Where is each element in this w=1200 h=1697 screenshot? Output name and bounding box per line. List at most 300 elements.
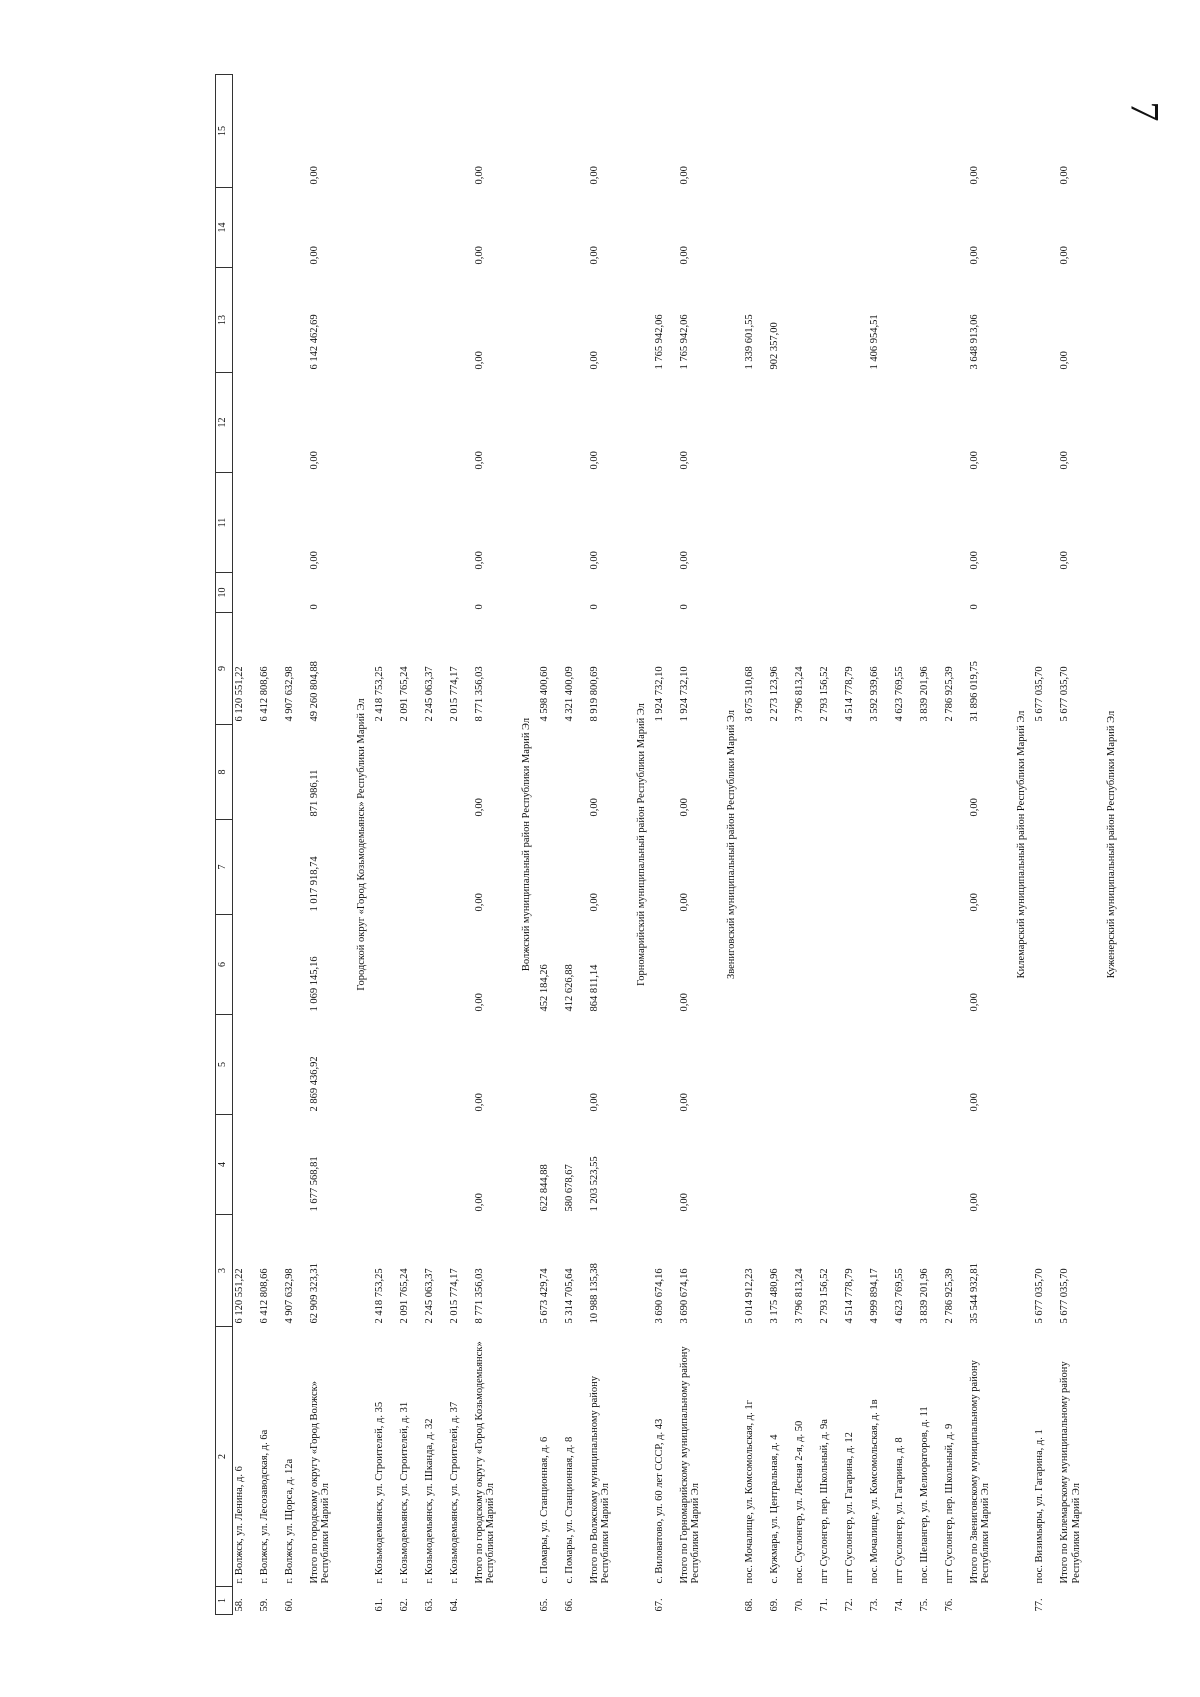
address-cell: пгт Суслонгер, пер. Школьный, д. 9 <box>943 1423 955 1584</box>
amount-cell-col11 <box>233 473 258 573</box>
address-cell: пос. Мочалище, ул. Комсомольская, д. 1в <box>868 1399 880 1584</box>
amount-cell-col14 <box>398 188 423 268</box>
amount-cell-col6 <box>1033 915 1058 1015</box>
row-number-cell: 63. <box>423 1598 435 1612</box>
section-heading-row <box>718 75 743 1615</box>
amount-cell-col14 <box>793 188 818 268</box>
amount-cell-col3: 3 175 480,96 <box>768 1268 780 1324</box>
amount-cell-col4: 0,00 <box>968 1193 980 1212</box>
column-header-6: 6 <box>216 915 233 1015</box>
amount-cell-col9: 8 771 356,03 <box>473 666 485 722</box>
table-row <box>793 75 818 1615</box>
amount-cell-col15 <box>283 75 308 188</box>
amount-cell-col8 <box>768 725 793 820</box>
capital-repair-table <box>215 74 1123 1615</box>
amount-cell-col14 <box>423 188 448 268</box>
table-row <box>538 75 563 1615</box>
amount-cell-col12 <box>283 373 308 473</box>
row-number-cell: 72. <box>843 1598 855 1612</box>
amount-cell-col11 <box>893 473 918 573</box>
column-header-9: 9 <box>216 613 233 725</box>
amount-cell-col4: 0,00 <box>473 1193 485 1212</box>
amount-cell-col7: 0,00 <box>678 893 690 912</box>
amount-cell-col15 <box>563 75 588 188</box>
amount-cell-col14: 0,00 <box>1058 246 1070 265</box>
amount-cell-col15 <box>538 75 563 188</box>
amount-cell-col7 <box>918 820 943 915</box>
amount-cell-col15 <box>258 75 283 188</box>
amount-cell-col5: 0,00 <box>678 1093 690 1112</box>
amount-cell-col5: 0,00 <box>588 1093 600 1112</box>
amount-cell-col5 <box>1033 1015 1058 1115</box>
amount-cell-col13 <box>843 268 868 373</box>
section-heading: Волжский муниципальный район Республики Марий Эл <box>520 717 532 972</box>
amount-cell-col12 <box>563 373 588 473</box>
amount-cell-col4 <box>943 1115 968 1215</box>
row-number-cell: 67. <box>653 1598 665 1612</box>
section-heading-row <box>513 75 538 1615</box>
amount-cell-col14: 0,00 <box>308 246 320 265</box>
address-cell: г. Козьмодемьянск, ул. Шканда, д. 32 <box>423 1418 435 1584</box>
amount-cell-col8 <box>398 725 423 820</box>
amount-cell-col12 <box>448 373 473 473</box>
amount-cell-col3: 2 786 925,39 <box>943 1268 955 1324</box>
amount-cell-col3: 4 907 632,98 <box>283 1268 295 1324</box>
address-cell: с. Помары, ул. Станционная, д. 8 <box>563 1436 575 1584</box>
amount-cell-col13 <box>1033 268 1058 373</box>
amount-cell-col15 <box>768 75 793 188</box>
address-cell: с. Виловатово, ул. 60 лет СССР, д. 43 <box>653 1418 665 1584</box>
amount-cell-col14 <box>448 188 473 268</box>
amount-cell-col14 <box>868 188 893 268</box>
amount-cell-col11 <box>768 473 793 573</box>
address-cell: пос. Визимьяры, ул. Гагарина, д. 1 <box>1033 1429 1045 1584</box>
row-number-cell <box>968 1587 1008 1615</box>
amount-cell-col13 <box>538 268 563 373</box>
amount-cell-col4 <box>283 1115 308 1215</box>
amount-cell-col9: 2 015 774,17 <box>448 666 460 722</box>
amount-cell-col9: 6 412 808,66 <box>258 666 270 722</box>
amount-cell-col7 <box>768 820 793 915</box>
row-number-cell: 75. <box>918 1598 930 1612</box>
amount-cell-col8 <box>918 725 943 820</box>
amount-cell-col12: 0,00 <box>678 451 690 470</box>
amount-cell-col12 <box>423 373 448 473</box>
amount-cell-col13 <box>563 268 588 373</box>
amount-cell-col3: 4 999 894,17 <box>868 1268 880 1324</box>
amount-cell-col11: 0,00 <box>588 551 600 570</box>
amount-cell-col11 <box>918 473 943 573</box>
table-row <box>818 75 843 1615</box>
page-number: 7 <box>1122 101 1168 122</box>
amount-cell-col12 <box>768 373 793 473</box>
amount-cell-col12: 0,00 <box>308 451 320 470</box>
amount-cell-col10 <box>818 573 843 613</box>
amount-cell-col4: 622 844,88 <box>538 1164 550 1212</box>
amount-cell-col5: 2 869 436,92 <box>308 1056 320 1112</box>
address-cell: Итого по Горномарийскому муниципальному району Республики Марий Эл <box>678 1346 702 1584</box>
amount-cell-col14 <box>258 188 283 268</box>
amount-cell-col8 <box>1033 725 1058 820</box>
amount-cell-col9: 1 924 732,10 <box>678 666 690 722</box>
amount-cell-col8 <box>373 725 398 820</box>
row-number-cell: 74. <box>893 1598 905 1612</box>
amount-cell-col10 <box>868 573 893 613</box>
amount-cell-col3: 2 418 753,25 <box>373 1268 385 1324</box>
amount-cell-col10 <box>373 573 398 613</box>
amount-cell-col11 <box>843 473 868 573</box>
amount-cell-col15 <box>448 75 473 188</box>
amount-cell-col10 <box>423 573 448 613</box>
amount-cell-col4 <box>423 1115 448 1215</box>
amount-cell-col7 <box>893 820 918 915</box>
amount-cell-col7 <box>818 820 843 915</box>
section-heading: Килемарский муниципальный район Республики Марий Эл <box>1015 710 1027 979</box>
amount-cell-col6 <box>233 915 258 1015</box>
amount-cell-col6 <box>768 915 793 1015</box>
amount-cell-col6: 1 069 145,16 <box>308 956 320 1012</box>
amount-cell-col10: 0 <box>308 604 320 610</box>
table-row <box>373 75 398 1615</box>
amount-cell-col10: 0 <box>968 604 980 610</box>
amount-cell-col13: 1 406 954,51 <box>868 314 880 370</box>
amount-cell-col9: 2 091 765,24 <box>398 666 410 722</box>
row-number-cell: 71. <box>818 1598 830 1612</box>
amount-cell-col14 <box>563 188 588 268</box>
amount-cell-col8 <box>843 725 868 820</box>
amount-cell-col14: 0,00 <box>588 246 600 265</box>
address-cell: Итого по городскому округу «Город Волжск» Республики Марий Эл <box>308 1381 332 1584</box>
amount-cell-col13 <box>258 268 283 373</box>
column-header-2: 2 <box>216 1327 233 1587</box>
amount-cell-col8 <box>258 725 283 820</box>
amount-cell-col10 <box>283 573 308 613</box>
amount-cell-col4: 0,00 <box>678 1193 690 1212</box>
amount-cell-col6: 452 184,26 <box>538 964 550 1012</box>
row-number-cell: 58. <box>234 1598 245 1612</box>
column-header-4: 4 <box>216 1115 233 1215</box>
amount-cell-col4 <box>768 1115 793 1215</box>
amount-cell-col5 <box>398 1015 423 1115</box>
amount-cell-col4: 580 678,67 <box>563 1164 575 1212</box>
amount-cell-col11 <box>423 473 448 573</box>
amount-cell-col3: 4 623 769,55 <box>893 1268 905 1324</box>
amount-cell-col14 <box>373 188 398 268</box>
amount-cell-col4 <box>893 1115 918 1215</box>
table-row <box>398 75 423 1615</box>
amount-cell-col3: 62 909 323,31 <box>308 1263 320 1324</box>
subtotal-row <box>473 75 513 1615</box>
amount-cell-col4 <box>258 1115 283 1215</box>
amount-cell-col4 <box>653 1115 678 1215</box>
amount-cell-col6: 0,00 <box>678 993 690 1012</box>
amount-cell-col8 <box>538 725 563 820</box>
amount-cell-col12 <box>893 373 918 473</box>
amount-cell-col8 <box>818 725 843 820</box>
amount-cell-col5 <box>423 1015 448 1115</box>
column-header-15: 15 <box>216 75 233 188</box>
amount-cell-col4 <box>233 1115 258 1215</box>
amount-cell-col5 <box>653 1015 678 1115</box>
amount-cell-col10 <box>768 573 793 613</box>
amount-cell-col15 <box>918 75 943 188</box>
amount-cell-col6 <box>398 915 423 1015</box>
amount-cell-col9: 49 260 804,88 <box>308 661 320 722</box>
amount-cell-col5 <box>448 1015 473 1115</box>
address-cell: г. Козьмодемьянск, ул. Строителей, д. 31 <box>398 1401 410 1584</box>
rotated-table-container <box>215 75 1118 1615</box>
amount-cell-col8 <box>233 725 258 820</box>
amount-cell-col10: 0 <box>588 604 600 610</box>
amount-cell-col13: 0,00 <box>1058 351 1070 370</box>
amount-cell-col7 <box>868 820 893 915</box>
row-number-cell: 68. <box>743 1598 755 1612</box>
amount-cell-col12 <box>538 373 563 473</box>
column-header-14: 14 <box>216 188 233 268</box>
amount-cell-col14 <box>843 188 868 268</box>
amount-cell-col3: 4 514 778,79 <box>843 1268 855 1324</box>
amount-cell-col12 <box>653 373 678 473</box>
amount-cell-col7: 0,00 <box>968 893 980 912</box>
amount-cell-col10 <box>448 573 473 613</box>
amount-cell-col5 <box>258 1015 283 1115</box>
amount-cell-col8 <box>423 725 448 820</box>
amount-cell-col9: 4 623 769,55 <box>893 666 905 722</box>
amount-cell-col13 <box>423 268 448 373</box>
table-row <box>1033 75 1058 1615</box>
column-header-8: 8 <box>216 725 233 820</box>
row-number-cell <box>588 1587 628 1615</box>
amount-cell-col8 <box>448 725 473 820</box>
amount-cell-col6: 0,00 <box>473 993 485 1012</box>
amount-cell-col7 <box>233 820 258 915</box>
address-cell: пос. Суслонгер, ул. Лесная 2-я, д. 50 <box>793 1420 805 1584</box>
amount-cell-col11 <box>373 473 398 573</box>
amount-cell-col10 <box>843 573 868 613</box>
amount-cell-col13: 902 357,00 <box>768 322 780 370</box>
amount-cell-col6: 864 811,14 <box>588 964 600 1012</box>
amount-cell-col3: 3 690 674,16 <box>678 1268 690 1324</box>
address-cell: с. Кужмара, ул. Центральная, д. 4 <box>768 1434 780 1584</box>
subtotal-row <box>968 75 1008 1615</box>
amount-cell-col13: 3 648 913,06 <box>968 314 980 370</box>
amount-cell-col9: 4 598 400,60 <box>538 666 550 722</box>
amount-cell-col5 <box>563 1015 588 1115</box>
amount-cell-col13 <box>283 268 308 373</box>
amount-cell-col4 <box>373 1115 398 1215</box>
table-row <box>768 75 793 1615</box>
section-heading-row <box>1008 75 1033 1615</box>
amount-cell-col6 <box>1058 915 1098 1015</box>
amount-cell-col8 <box>893 725 918 820</box>
address-cell: г. Волжск, ул. Ленина, д. 6 <box>234 1466 245 1584</box>
table-row <box>423 75 448 1615</box>
table-row <box>258 75 283 1615</box>
address-cell: Итого по городскому округу «Город Козьмодемьянск» Республики Марий Эл <box>473 1341 497 1584</box>
column-header-10: 10 <box>216 573 233 613</box>
amount-cell-col6 <box>818 915 843 1015</box>
table-row <box>283 75 308 1615</box>
amount-cell-col5 <box>868 1015 893 1115</box>
amount-cell-col10 <box>1058 573 1098 613</box>
amount-cell-col11 <box>793 473 818 573</box>
row-number-cell: 61. <box>373 1598 385 1612</box>
amount-cell-col8: 0,00 <box>473 798 485 817</box>
amount-cell-col10 <box>563 573 588 613</box>
amount-cell-col13: 6 142 462,69 <box>308 314 320 370</box>
amount-cell-col14 <box>893 188 918 268</box>
amount-cell-col9: 5 677 035,70 <box>1058 666 1070 722</box>
amount-cell-col5 <box>743 1015 768 1115</box>
amount-cell-col11: 0,00 <box>1058 551 1070 570</box>
row-number-cell <box>473 1587 513 1615</box>
address-cell: г. Козьмодемьянск, ул. Строителей, д. 37 <box>448 1401 460 1584</box>
amount-cell-col14 <box>283 188 308 268</box>
amount-cell-col10 <box>1033 573 1058 613</box>
table-row <box>743 75 768 1615</box>
amount-cell-col3: 6 412 808,66 <box>258 1268 270 1324</box>
amount-cell-col7 <box>258 820 283 915</box>
amount-cell-col11 <box>563 473 588 573</box>
amount-cell-col3: 5 314 705,64 <box>563 1268 575 1324</box>
amount-cell-col9: 4 321 400,09 <box>563 666 575 722</box>
amount-cell-col15 <box>233 75 258 188</box>
amount-cell-col14 <box>918 188 943 268</box>
amount-cell-col3: 5 014 912,23 <box>743 1268 755 1324</box>
amount-cell-col9: 1 924 732,10 <box>653 666 665 722</box>
amount-cell-col10: 0 <box>678 604 690 610</box>
amount-cell-col12 <box>793 373 818 473</box>
amount-cell-col7 <box>538 820 563 915</box>
amount-cell-col9: 31 896 019,75 <box>968 661 980 722</box>
amount-cell-col9: 4 907 632,98 <box>283 666 295 722</box>
amount-cell-col13: 1 339 601,55 <box>743 314 755 370</box>
amount-cell-col3: 6 120 551,22 <box>234 1268 245 1324</box>
amount-cell-col14 <box>1033 188 1058 268</box>
row-number-cell: 62. <box>398 1598 410 1612</box>
amount-cell-col15: 0,00 <box>968 166 980 185</box>
amount-cell-col8 <box>868 725 893 820</box>
amount-cell-col15: 0,00 <box>473 166 485 185</box>
amount-cell-col4 <box>1058 1115 1098 1215</box>
amount-cell-col6 <box>653 915 678 1015</box>
address-cell: г. Козьмодемьянск, ул. Строителей, д. 35 <box>373 1401 385 1584</box>
amount-cell-col10: 0 <box>473 604 485 610</box>
amount-cell-col11 <box>1033 473 1058 573</box>
amount-cell-col11 <box>653 473 678 573</box>
amount-cell-col5: 0,00 <box>968 1093 980 1112</box>
table-row <box>233 75 258 1615</box>
amount-cell-col15 <box>818 75 843 188</box>
table-row <box>448 75 473 1615</box>
amount-cell-col5 <box>538 1015 563 1115</box>
amount-cell-col9: 5 677 035,70 <box>1033 666 1045 722</box>
amount-cell-col12 <box>233 373 258 473</box>
table-row <box>563 75 588 1615</box>
amount-cell-col11: 0,00 <box>473 551 485 570</box>
amount-cell-col9: 8 919 800,69 <box>588 666 600 722</box>
address-cell: пгт Суслонгер, ул. Гагарина, д. 8 <box>893 1437 905 1584</box>
amount-cell-col5 <box>943 1015 968 1115</box>
address-cell: пгт Суслонгер, ул. Гагарина, д. 12 <box>843 1432 855 1584</box>
amount-cell-col7 <box>283 820 308 915</box>
amount-cell-col7 <box>448 820 473 915</box>
amount-cell-col12 <box>258 373 283 473</box>
column-header-5: 5 <box>216 1015 233 1115</box>
amount-cell-col15 <box>653 75 678 188</box>
row-number-cell: 59. <box>258 1598 270 1612</box>
amount-cell-col5 <box>373 1015 398 1115</box>
amount-cell-col3: 2 091 765,24 <box>398 1268 410 1324</box>
amount-cell-col14 <box>538 188 563 268</box>
amount-cell-col14 <box>653 188 678 268</box>
amount-cell-col10 <box>398 573 423 613</box>
amount-cell-col6 <box>258 915 283 1015</box>
table-row <box>943 75 968 1615</box>
amount-cell-col10 <box>918 573 943 613</box>
amount-cell-col8 <box>943 725 968 820</box>
table-body <box>233 75 1124 1615</box>
amount-cell-col11 <box>743 473 768 573</box>
amount-cell-col14 <box>743 188 768 268</box>
amount-cell-col9: 2 793 156,52 <box>818 666 830 722</box>
amount-cell-col9: 2 418 753,25 <box>373 666 385 722</box>
column-header-3: 3 <box>216 1215 233 1327</box>
amount-cell-col5 <box>893 1015 918 1115</box>
amount-cell-col11 <box>538 473 563 573</box>
amount-cell-col4 <box>1033 1115 1058 1215</box>
amount-cell-col4 <box>918 1115 943 1215</box>
amount-cell-col15 <box>1033 75 1058 188</box>
amount-cell-col13 <box>818 268 843 373</box>
amount-cell-col9: 3 839 201,96 <box>918 666 930 722</box>
amount-cell-col14 <box>768 188 793 268</box>
amount-cell-col14 <box>818 188 843 268</box>
amount-cell-col6 <box>843 915 868 1015</box>
row-number-cell: 73. <box>868 1598 880 1612</box>
amount-cell-col12 <box>1033 373 1058 473</box>
amount-cell-col5 <box>768 1015 793 1115</box>
row-number-cell: 77. <box>1033 1598 1045 1612</box>
address-cell: Итого по Килемарскому муниципальному району Республики Марий Эл <box>1058 1361 1082 1584</box>
amount-cell-col15 <box>893 75 918 188</box>
amount-cell-col12 <box>868 373 893 473</box>
address-cell: г. Волжск, ул. Лесозаводская, д. 6а <box>258 1429 270 1584</box>
amount-cell-col13 <box>918 268 943 373</box>
amount-cell-col10 <box>943 573 968 613</box>
section-heading-row <box>1098 75 1123 1615</box>
amount-cell-col8 <box>563 725 588 820</box>
amount-cell-col10 <box>893 573 918 613</box>
amount-cell-col7 <box>1033 820 1058 915</box>
amount-cell-col4 <box>398 1115 423 1215</box>
amount-cell-col10 <box>743 573 768 613</box>
amount-cell-col4 <box>448 1115 473 1215</box>
amount-cell-col12 <box>743 373 768 473</box>
amount-cell-col14: 0,00 <box>678 246 690 265</box>
amount-cell-col7 <box>653 820 678 915</box>
amount-cell-col9: 6 120 551,22 <box>234 666 245 722</box>
amount-cell-col8 <box>793 725 818 820</box>
section-heading: Куженерский муниципальный район Республики Марий Эл <box>1106 710 1118 979</box>
amount-cell-col8 <box>283 725 308 820</box>
amount-cell-col15 <box>743 75 768 188</box>
amount-cell-col12 <box>373 373 398 473</box>
amount-cell-col11: 0,00 <box>968 551 980 570</box>
amount-cell-col15: 0,00 <box>678 166 690 185</box>
column-header-1: 1 <box>216 1587 233 1615</box>
amount-cell-col13 <box>793 268 818 373</box>
